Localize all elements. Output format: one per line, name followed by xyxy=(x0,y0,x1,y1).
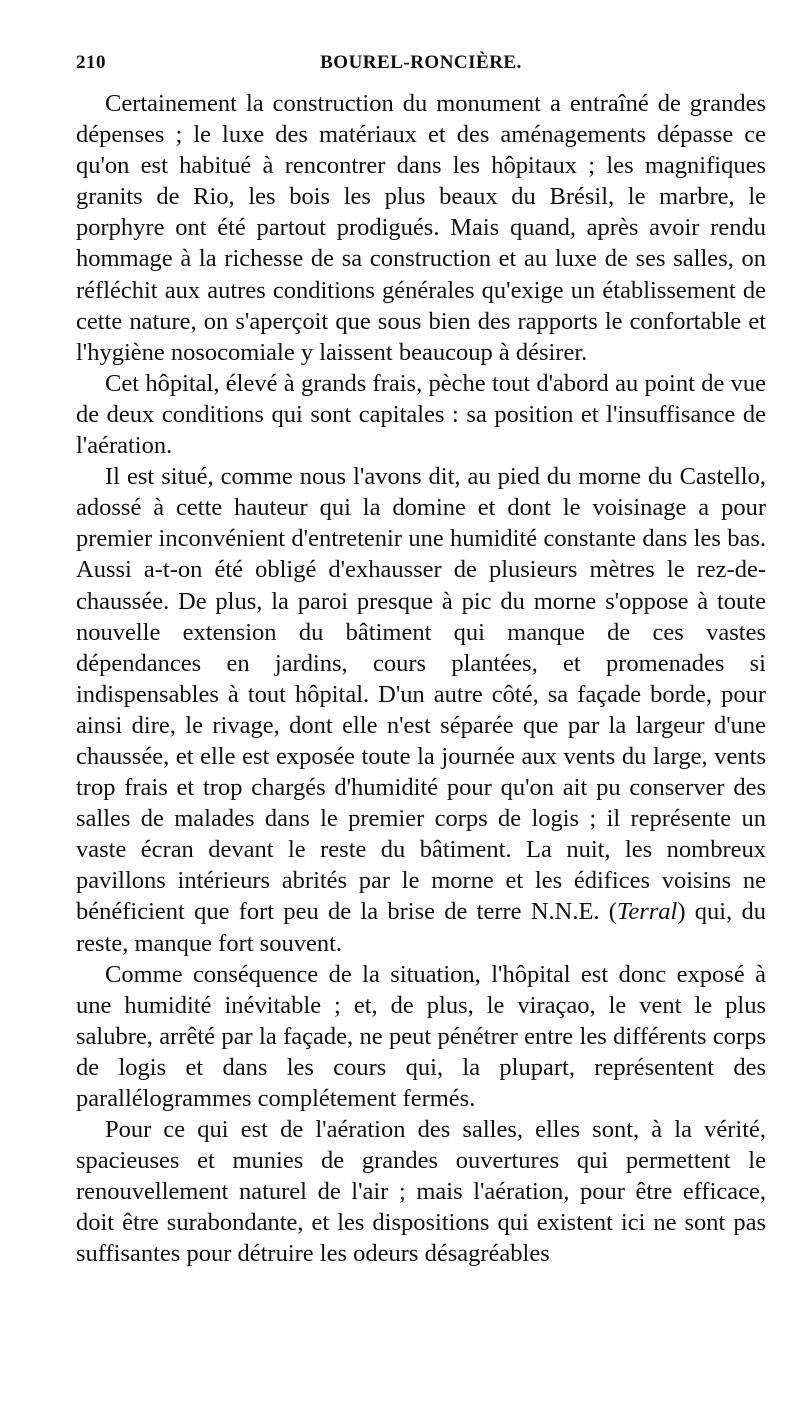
paragraph-5: Pour ce qui est de l'aération des salles, elles sont, à la vérité, spacieuses et munies de grandes ouvertures qui permettent le renouvellement naturel de l'air ; mais l'aération, pour être efficace, doit être surabondante, et les dispositions qui existent ici ne sont pas suffisantes pour détruire les odeurs désagréables xyxy=(76,1116,766,1268)
header-title: BOUREL-RONCIÈRE. xyxy=(320,52,522,73)
running-head xyxy=(76,52,766,88)
body-text xyxy=(76,88,766,1270)
paragraph-3-text-after: ) qui, du reste, manque fort souvent. xyxy=(76,898,767,957)
paragraph-2: Cet hôpital, élevé à grands frais, pèche tout d'abord au point de vue de deux conditions qui sont capitales : sa position et l'insuffisance de l'aération. xyxy=(76,369,766,460)
paragraph-3 xyxy=(76,461,766,959)
paragraph-1: Certainement la construction du monument a entraîné de grandes dépenses ; le luxe des matériaux et des aménagements dépasse ce qu'on est habitué à rencontrer dans les hôpitaux ; les magnifiques granits de Rio, les bois les plus beaux du Brésil, le marbre, le porphyre ont été partout prodigués. Mais quand, après avoir rendu hommage à la richesse de sa construction et au luxe de ses salles, on réfléchit aux autres conditions générales qu'exige un établissement de cette nature, on s'aperçoit que sous bien des rapports le confortable et l'hygiène nosocomiale y laissent beaucoup à désirer. xyxy=(76,90,766,366)
paragraph-3-text-before: Il est situé, comme nous l'avons dit, au pied du morne du Castello, adossé à cette hauteur qui la domine et dont le voisinage a pour premier inconvénient d'entretenir une humidité constante dans les bas. Aussi a-t-on été obligé d'exhausser de plusieurs mètres le rez-de-chaussée. De plus, la paroi presque à pic du morne s'oppose à toute nouvelle extension du bâtiment qui manque de ces vastes dépendances en jardins, cours plantées, et promenades si indispensables à tout hôpital. D'un autre côté, sa façade borde, pour ainsi dire, le rivage, dont elle n'est séparée que par la largeur d'une chaussée, et elle est exposée toute la journée aux vents du large, vents trop frais et trop chargés d'humidité pour qu'on ait pu conserver des salles de malades dans le premier corps de logis ; il représente un vaste écran devant le reste du bâtiment. La nuit, les nombreux pavillons intérieurs abrités par le morne et les édifices voisins ne bénéficient que fort peu de la brise de terre N.N.E. ( xyxy=(76,463,766,926)
paragraph-4: Comme conséquence de la situation, l'hôpital est donc exposé à une humidité inévitable ; et, de plus, le viraçao, le vent le plus salubre, arrêté par la façade, ne peut pénétrer entre les différents corps de logis et dans les cours qui, la plupart, représentent des parallélogrammes complétement fermés. xyxy=(76,960,766,1112)
paragraph-3-italic-term: Terral xyxy=(616,898,678,926)
page-number: 210 xyxy=(76,52,106,73)
book-page xyxy=(76,52,766,1270)
